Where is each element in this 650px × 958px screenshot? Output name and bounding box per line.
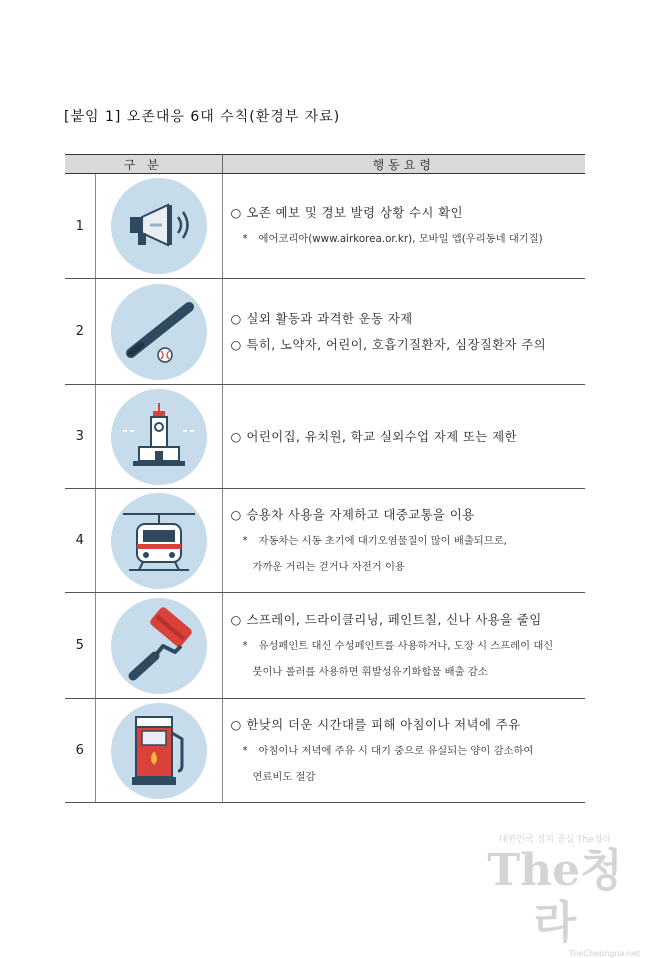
row-number: 4 xyxy=(65,489,95,593)
action-line: ○ 실외 활동과 과격한 운동 자제 xyxy=(230,311,413,326)
header-action: 행동요령 xyxy=(222,155,585,174)
table-row xyxy=(65,385,585,489)
table-row xyxy=(65,174,585,279)
row-number: 3 xyxy=(65,385,95,489)
table-row xyxy=(65,489,585,593)
note-line: * 자동차는 시동 초기에 대기오염물질이 많이 배출되므로, xyxy=(242,534,507,547)
note-line: * 유성페인트 대신 수성페인트를 사용하거나, 도장 시 스프레이 대신 xyxy=(242,639,554,652)
row-number: 5 xyxy=(65,593,95,699)
table-header-row xyxy=(65,155,585,174)
action-line: ○ 한낮의 더운 시간대를 피해 아침이나 저녁에 주유 xyxy=(230,717,521,732)
gas-pump-icon xyxy=(111,703,207,799)
row-number: 2 xyxy=(65,279,95,385)
megaphone-icon xyxy=(111,178,207,274)
action-line: ○ 어린이집, 유치원, 학교 실외수업 자제 또는 제한 xyxy=(230,429,517,444)
note-line: * 에어코리아(www.airkorea.or.kr), 모바일 앱(우리동네 대기질) xyxy=(242,233,543,245)
row-number: 1 xyxy=(65,174,95,279)
header-category: 구 분 xyxy=(65,155,222,174)
note-line: 붓이나 롤러를 사용하면 휘발성유기화합물 배출 감소 xyxy=(252,665,488,678)
action-line: ○ 스프레이, 드라이클리닝, 페인트칠, 신나 사용을 줄임 xyxy=(230,612,542,627)
note-line: * 아침이나 저녁에 주유 시 대기 중으로 유실되는 양이 감소하여 xyxy=(242,744,534,757)
action-line: ○ 특히, 노약자, 어린이, 호흡기질환자, 심장질환자 주의 xyxy=(230,337,547,352)
note-line: 연료비도 절감 xyxy=(252,770,316,783)
rules-table xyxy=(65,154,585,803)
paint-roller-icon xyxy=(111,598,207,694)
note-line: 가까운 거리는 걷거나 자전거 이용 xyxy=(252,560,405,573)
page-title: [붙임 1] 오존대응 6대 수칙(환경부 자료) xyxy=(64,109,341,125)
watermark-url: TheCheongna.net xyxy=(568,949,640,958)
action-line: ○ 승용차 사용을 자제하고 대중교통을 이용 xyxy=(230,507,475,522)
watermark xyxy=(470,832,640,958)
table-row xyxy=(65,699,585,803)
watermark-logo: The청라 xyxy=(487,845,623,948)
row-number: 6 xyxy=(65,699,95,803)
action-line: ○ 오존 예보 및 경보 발령 상황 수시 확인 xyxy=(230,206,464,220)
table-row xyxy=(65,279,585,385)
train-icon xyxy=(111,493,207,589)
watermark-tagline: 대한민국 정치 중심 The청라 xyxy=(498,835,612,845)
baseball-bat-icon xyxy=(111,284,207,380)
school-building-icon xyxy=(111,389,207,485)
table-row xyxy=(65,593,585,699)
